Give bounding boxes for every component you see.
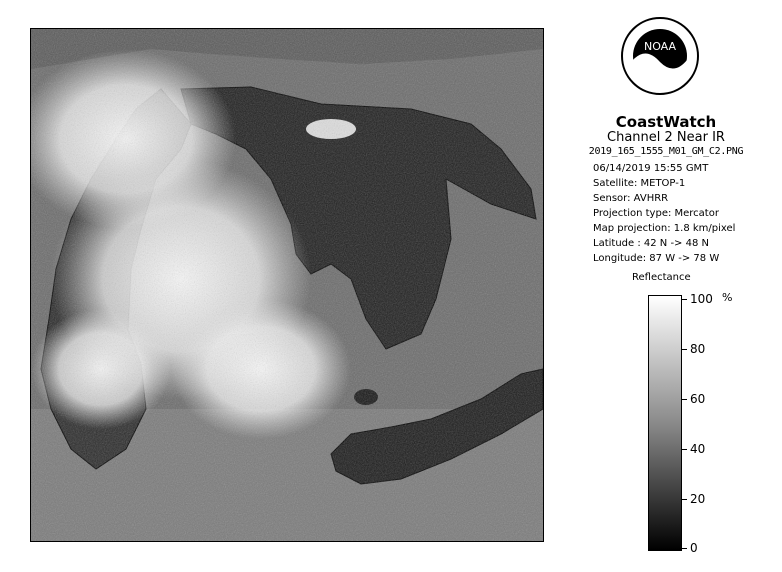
colorbar-tick (681, 449, 687, 450)
map-projection-label: Map projection: 1.8 km/pixel (593, 223, 736, 234)
projection-type-label: Projection type: Mercator (593, 208, 719, 219)
date-time: 06/14/2019 15:55 GMT (593, 163, 709, 174)
sensor-label: Sensor: AVHRR (593, 193, 669, 204)
colorbar-title: Reflectance (632, 272, 691, 283)
noaa-logo-icon (620, 16, 700, 96)
colorbar-tick-label: 40 (690, 442, 706, 456)
colorbar-tick (681, 548, 687, 549)
colorbar-tick (681, 399, 687, 400)
colorbar-tick-label: 0 (690, 541, 698, 555)
satellite-label: Satellite: METOP-1 (593, 178, 686, 189)
reflectance-colorbar (648, 295, 682, 551)
colorbar-tick (681, 349, 687, 350)
latitude-label: Latitude : 42 N -> 48 N (593, 238, 709, 249)
logo-text: NOAA (643, 40, 677, 53)
colorbar-tick-label: 100 (690, 292, 713, 306)
colorbar-tick-label: 80 (690, 342, 706, 356)
satellite-image (30, 28, 544, 542)
longitude-label: Longitude: 87 W -> 78 W (593, 253, 720, 264)
colorbar-unit: % (722, 291, 733, 304)
colorbar-tick (681, 299, 687, 300)
channel-name: Channel 2 Near IR (607, 130, 725, 145)
product-name: CoastWatch (615, 113, 717, 131)
file-name: 2019_165_1555_M01_GM_C2.PNG (588, 146, 744, 157)
colorbar-tick-label: 20 (690, 492, 706, 506)
colorbar-tick-label: 60 (690, 392, 706, 406)
colorbar-tick (681, 499, 687, 500)
